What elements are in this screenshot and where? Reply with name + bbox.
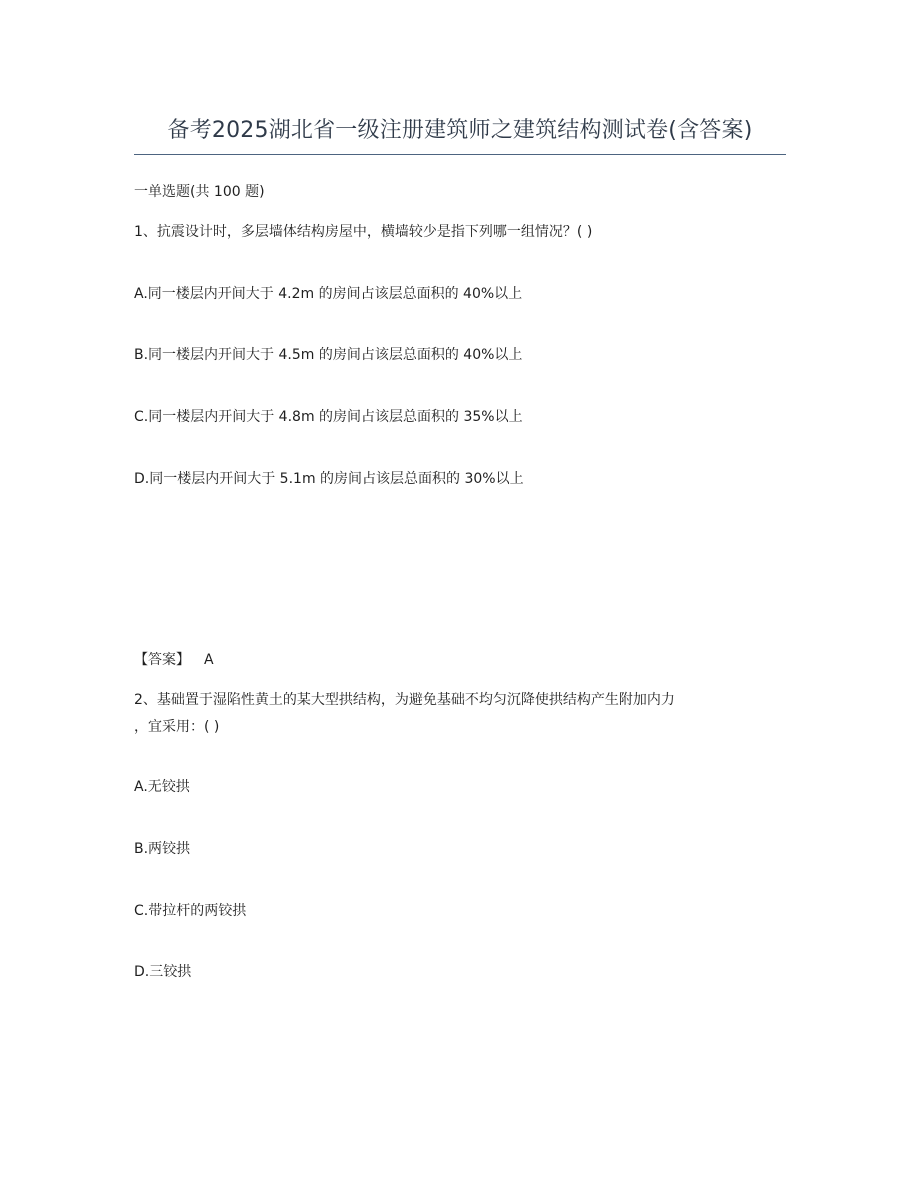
question-1-stem: 1、抗震设计时，多层墙体结构房屋中，横墙较少是指下列哪一组情况？( ) <box>134 224 593 240</box>
answer-value: A <box>204 652 214 668</box>
question-2-stem-line-2: ，宜采用：( ) <box>134 719 220 735</box>
question-1-answer <box>134 650 214 670</box>
question-1-option-d: D.同一楼层内开间大于 5.1m 的房间占该层总面积的 30%以上 <box>134 471 524 487</box>
question-1-option-c: C.同一楼层内开间大于 4.8m 的房间占该层总面积的 35%以上 <box>134 409 523 425</box>
question-2-stem-line-1: 2、基础置于湿陷性黄土的某大型拱结构，为避免基础不均匀沉降使拱结构产生附加内力 <box>134 692 675 708</box>
question-2-option-a: A.无铰拱 <box>134 779 190 795</box>
section-heading: 一单选题(共 100 题) <box>134 184 265 200</box>
question-1-option-a: A.同一楼层内开间大于 4.2m 的房间占该层总面积的 40%以上 <box>134 286 523 302</box>
page-title: 备考2025湖北省一级注册建筑师之建筑结构测试卷(含答案) <box>167 118 753 143</box>
question-1-option-b: B.同一楼层内开间大于 4.5m 的房间占该层总面积的 40%以上 <box>134 347 523 363</box>
question-2-option-c: C.带拉杆的两铰拱 <box>134 903 247 919</box>
title-divider <box>134 154 786 155</box>
answer-label: 【答案】 <box>134 652 190 668</box>
question-2-option-d: D.三铰拱 <box>134 964 192 980</box>
question-2-option-b: B.两铰拱 <box>134 841 191 857</box>
